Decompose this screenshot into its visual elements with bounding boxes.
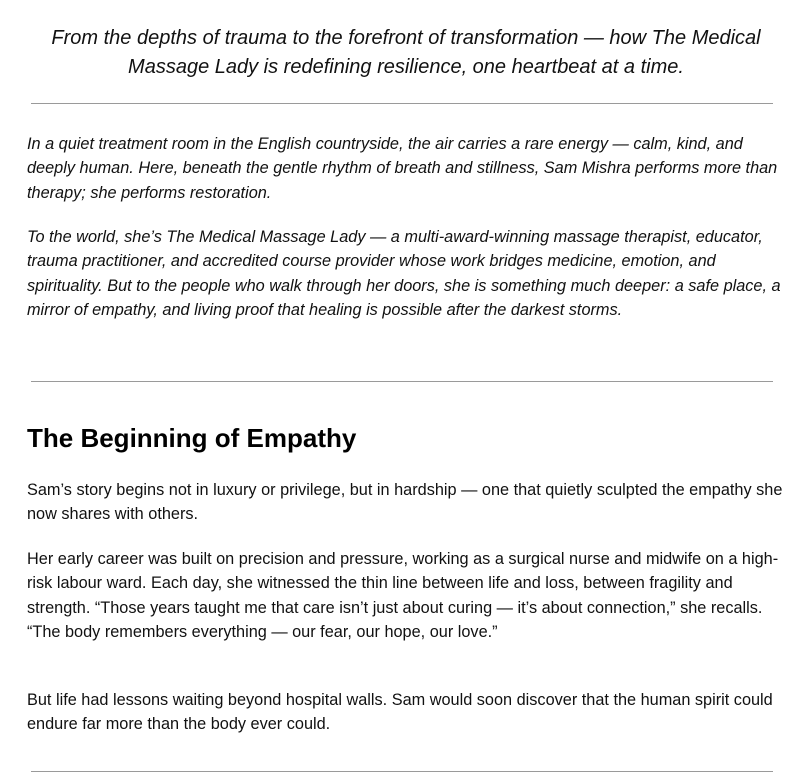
body-paragraph: Sam’s story begins not in luxury or privilege, but in hardship — one that quietly sculpted the empathy she now shares with others. (27, 481, 783, 524)
intro-paragraph: In a quiet treatment room in the English countryside, the air carries a rare energy — calm, kind, and deeply human. Here, beneath the gentle rhythm of breath and stillness, Sam Mishra performs more than therapy; she performs restoration. (27, 135, 778, 202)
intro-paragraph: To the world, she’s The Medical Massage Lady — a multi-award-winning massage therapist, educator, trauma practitioner, and accredited course provider whose work bridges medicine, emotion, and spirituality. But to the people who walk through her doors, she is something much deeper: a safe place, a mirror of empathy, and living proof that healing is possible after the darkest storms. (27, 228, 781, 319)
body-paragraph: But life had lessons waiting beyond hospital walls. Sam would soon discover that the human spirit could endure far more than the body ever could. (27, 691, 773, 734)
article-subtitle: From the depths of trauma to the forefront of transformation — how The Medical Massage Lady is redefining resilience, one heartbeat at a time. (51, 27, 761, 78)
divider (31, 771, 773, 772)
divider (31, 381, 773, 382)
body-paragraph: Her early career was built on precision and pressure, working as a surgical nurse and midwife on a high-risk labour ward. Each day, she witnessed the thin line between life and loss, between fragility and strength. “Those years taught me that care isn’t just about curing — it’s about connection,” she recalls. “The body remembers everything — our fear, our hope, our love.” (27, 550, 779, 641)
section-heading: The Beginning of Empathy (27, 423, 357, 453)
divider (31, 103, 773, 104)
